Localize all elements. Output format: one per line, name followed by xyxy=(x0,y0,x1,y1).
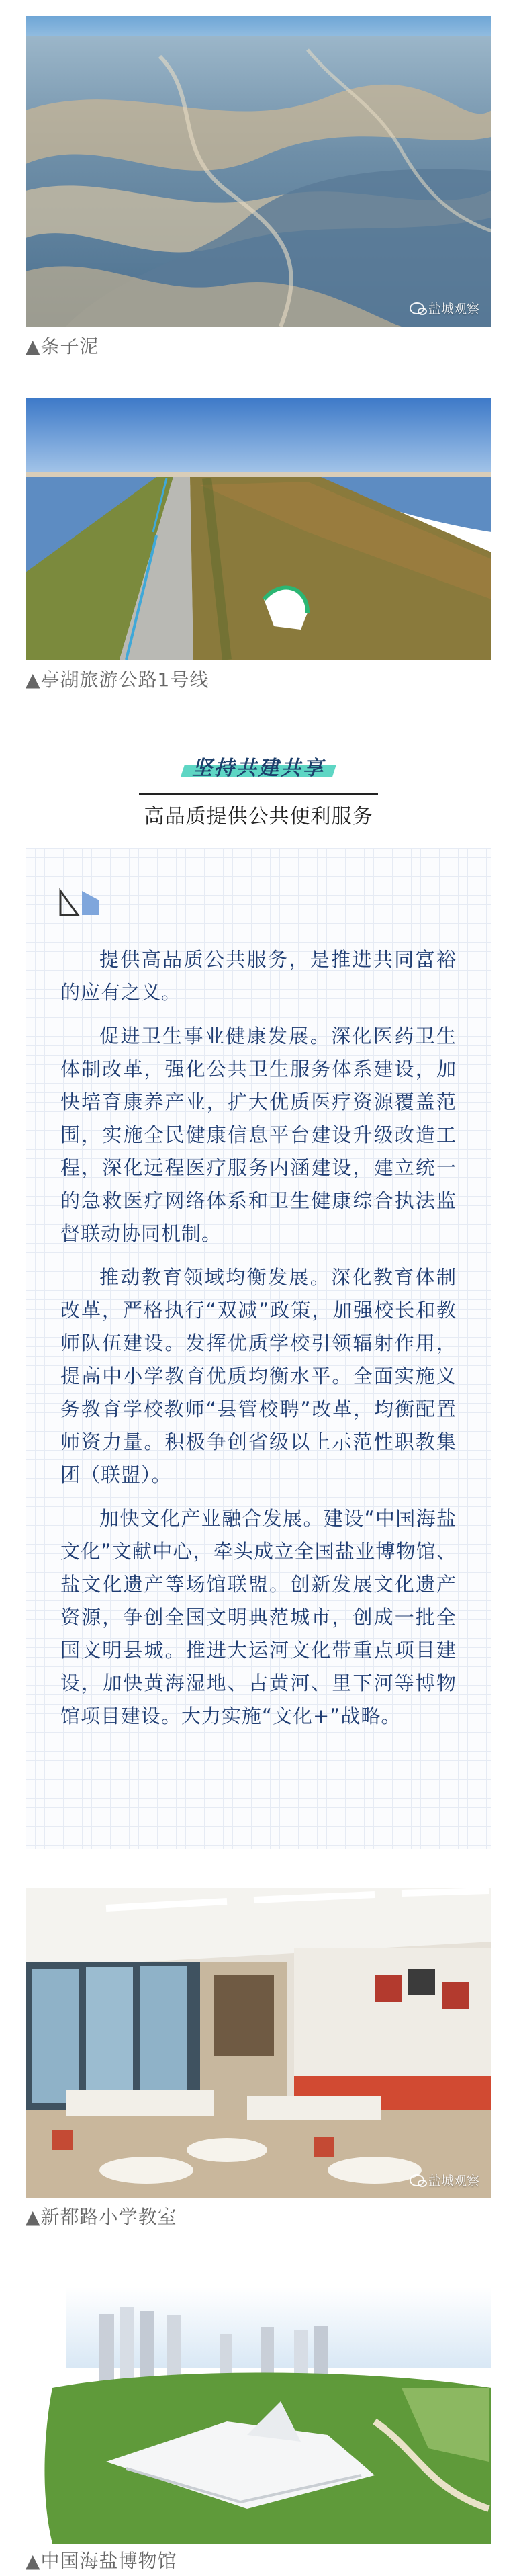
section-divider xyxy=(139,793,378,795)
photo-caption: ▲中国海盐博物馆 xyxy=(26,2550,177,2572)
classroom-photo xyxy=(26,1888,491,2198)
museum-photo xyxy=(26,2287,491,2544)
tidal-flat-photo xyxy=(26,16,491,327)
quote-mark-icon xyxy=(58,886,101,920)
watermark-text: 盐城观察 xyxy=(428,2174,479,2188)
section-title: 坚持共建共享 xyxy=(160,747,357,785)
wechat-icon xyxy=(410,302,424,314)
photo-caption: ▲亭湖旅游公路1号线 xyxy=(26,669,209,691)
wechat-icon xyxy=(410,2174,424,2186)
article-body xyxy=(60,943,457,1744)
watermark xyxy=(410,299,479,317)
section-subtitle: 高品质提供公共便利服务 xyxy=(144,805,373,828)
article-panel xyxy=(26,848,491,1849)
section-heading xyxy=(0,747,517,785)
photo-caption: ▲条子泥 xyxy=(26,335,99,357)
paragraph: 加快文化产业融合发展。建设“中国海盐文化”文献中心，牵头成立全国盐业博物馆、盐文化遗产等场馆联盟。创新发展文化遗产资源，争创全国文明典范城市，创成一批全国文明县城。推进大运河文化带重点项目建设，加快黄海湿地、古黄河、里下河等博物馆项目建设。大力实施“文化+”战略。 xyxy=(60,1507,457,1727)
paragraph: 推动教育领域均衡发展。深化教育体制改革，严格执行“双减”政策，加强校长和教师队伍建设。发挥优质学校引领辐射作用，提高中小学教育优质均衡水平。全面实施义务教育学校教师“县管校聘”改革，均衡配置师资力量。积极争创省级以上示范性职教集团（联盟）。 xyxy=(60,1266,457,1486)
paragraph: 促进卫生事业健康发展。深化医药卫生体制改革，强化公共卫生服务体系建设，加快培育康养产业，扩大优质医疗资源覆盖范围，实施全民健康信息平台建设升级改造工程，深化远程医疗服务内涵建设，建立统一的急救医疗网络体系和卫生健康综合执法监督联动协同机制。 xyxy=(60,1025,457,1245)
paragraph: 提供高品质公共服务，是推进共同富裕的应有之义。 xyxy=(60,948,457,1004)
watermark-text: 盐城观察 xyxy=(428,302,479,316)
photo-caption: ▲新都路小学教室 xyxy=(26,2206,177,2228)
watermark xyxy=(410,2171,479,2189)
highway-photo xyxy=(26,398,491,660)
